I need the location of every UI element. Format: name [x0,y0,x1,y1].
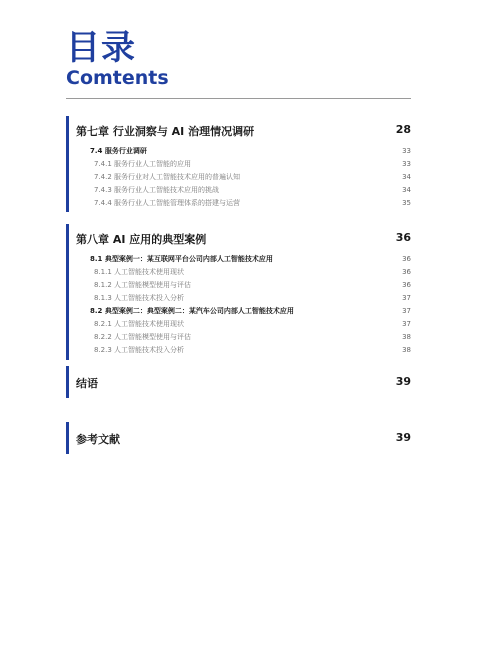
chapter-title: 结语 [76,377,98,390]
toc-entry[interactable] [66,318,411,330]
toc-entry-page: 35 [402,199,411,207]
toc-entry[interactable] [66,171,411,183]
toc-entry[interactable] [66,305,411,317]
chapter-8-link[interactable] [76,231,411,247]
chapter-page-number: 39 [395,375,411,388]
toc-entry-page: 37 [402,294,411,302]
toc-entry-label: 8.2 典型案例二：典型案例二：某汽车公司内部人工智能技术应用 [90,307,294,315]
title-divider [66,98,411,99]
chapter-conclusion-link[interactable] [76,375,411,391]
toc-entry-page: 36 [402,281,411,289]
toc-entry-page: 38 [402,346,411,354]
toc-entry[interactable] [66,344,411,356]
toc-entry-label: 7.4.4 服务行业人工智能管理体系的搭建与运营 [94,199,241,207]
toc-entry[interactable] [66,158,411,170]
toc-entry-page: 37 [402,320,411,328]
toc-entry[interactable] [66,331,411,343]
toc-entry-label: 8.1.1 人工智能技术使用现状 [94,268,185,276]
chapter-accent-bar [66,422,69,454]
toc-entry-label: 8.2.2 人工智能模型使用与评估 [94,333,192,341]
toc-entry-label: 7.4.2 服务行业对人工智能技术应用的普遍认知 [94,173,241,181]
toc-entry[interactable] [66,145,411,157]
chapter-page-number: 36 [395,231,411,244]
toc-entry-label: 8.1.3 人工智能技术投入分析 [94,294,185,302]
toc-entry-page: 33 [402,160,411,168]
toc-entry[interactable] [66,279,411,291]
toc-entry[interactable] [66,253,411,265]
toc-entry[interactable] [66,197,411,209]
chapter-title: 第八章 AI 应用的典型案例 [76,233,207,246]
toc-entry-label: 8.2.3 人工智能技术投入分析 [94,346,185,354]
chapter-references-link[interactable] [76,431,411,447]
toc-entry-page: 37 [402,307,411,315]
toc-entry[interactable] [66,292,411,304]
page-subtitle: Comtents [66,67,169,89]
chapter-title: 第七章 行业洞察与 AI 治理情况调研 [76,125,255,138]
toc-entry-page: 36 [402,255,411,263]
chapter-page-number: 39 [395,431,411,444]
chapter-7-link[interactable] [76,123,411,139]
chapter-conclusion [66,366,411,398]
toc-entry-page: 38 [402,333,411,341]
chapter-title: 参考文献 [76,433,120,446]
toc-entry-label: 7.4 服务行业调研 [90,147,147,155]
chapter-references [66,422,411,454]
toc-entry-page: 33 [402,147,411,155]
toc-entry-label: 7.4.1 服务行业人工智能的应用 [94,160,192,168]
toc-entry-page: 34 [402,173,411,181]
toc-entry-label: 8.1 典型案例一：某互联网平台公司内部人工智能技术应用 [90,255,273,263]
chapter-accent-bar [66,366,69,398]
toc-entry-page: 34 [402,186,411,194]
toc-entry-label: 7.4.3 服务行业人工智能技术应用的挑战 [94,186,220,194]
toc-entry[interactable] [66,266,411,278]
chapter-7 [66,116,411,212]
page-title: 目录 [66,28,136,68]
toc-entry-label: 8.1.2 人工智能模型使用与评估 [94,281,192,289]
toc-entry-label: 8.2.1 人工智能技术使用现状 [94,320,185,328]
chapter-page-number: 28 [395,123,411,136]
chapter-8 [66,224,411,360]
toc-entry[interactable] [66,184,411,196]
toc-entry-page: 36 [402,268,411,276]
